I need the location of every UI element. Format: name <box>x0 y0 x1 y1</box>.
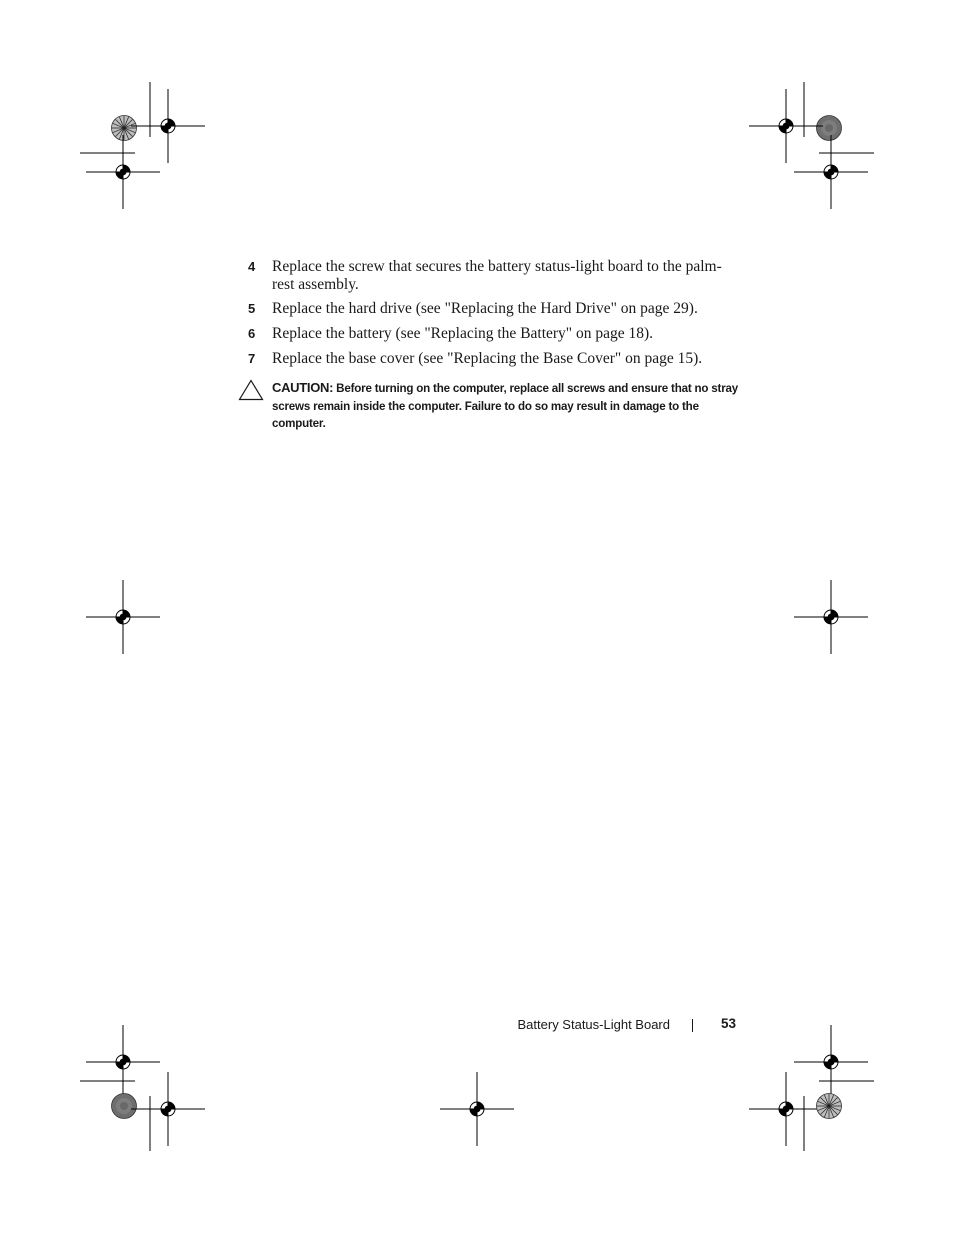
step-number: 7 <box>248 351 256 366</box>
crosshair-icon <box>440 1072 514 1146</box>
step-item <box>248 258 738 294</box>
footer-divider <box>692 1019 693 1032</box>
crosshair-icon <box>131 1072 205 1146</box>
procedure-steps <box>248 258 738 368</box>
step-item <box>248 350 738 368</box>
crosshair-icon <box>131 89 205 163</box>
caution-text <box>272 379 738 433</box>
step-number: 4 <box>248 259 256 274</box>
page-footer <box>500 1015 736 1035</box>
warning-triangle-icon <box>238 379 264 401</box>
step-item <box>248 325 738 343</box>
color-bar-icon <box>817 1094 842 1119</box>
crosshair-icon <box>749 1072 823 1146</box>
step-item <box>248 300 738 318</box>
step-text: Replace the battery (see "Replacing the Battery" on page 18). <box>272 325 654 342</box>
crosshair-icon <box>86 135 160 209</box>
step-text: Replace the screw that secures the battery status-light board to the palm-rest assembly. <box>272 258 722 293</box>
color-bar-icon <box>112 116 137 141</box>
step-text: Replace the hard drive (see "Replacing the Hard Drive" on page 29). <box>272 300 698 317</box>
caution-message: Before turning on the computer, replace all screws and ensure that no stray screws remain inside the computer. Failure to do so may result in damage to the computer. <box>272 382 739 430</box>
footer-section-title: Battery Status-Light Board <box>517 1017 670 1032</box>
color-bar-icon <box>817 116 842 141</box>
step-number: 6 <box>248 326 256 341</box>
step-text: Replace the base cover (see "Replacing the Base Cover" on page 15). <box>272 350 703 367</box>
color-bar-icon <box>112 1094 137 1119</box>
caution-label: CAUTION: <box>272 380 334 395</box>
crosshair-icon <box>794 1025 868 1099</box>
crosshair-icon <box>794 580 868 654</box>
crosshair-icon <box>749 89 823 163</box>
crosshair-icon <box>86 580 160 654</box>
page-number: 53 <box>720 1016 736 1031</box>
crosshair-icon <box>86 1025 160 1099</box>
crosshair-icon <box>794 135 868 209</box>
step-number: 5 <box>248 301 256 316</box>
